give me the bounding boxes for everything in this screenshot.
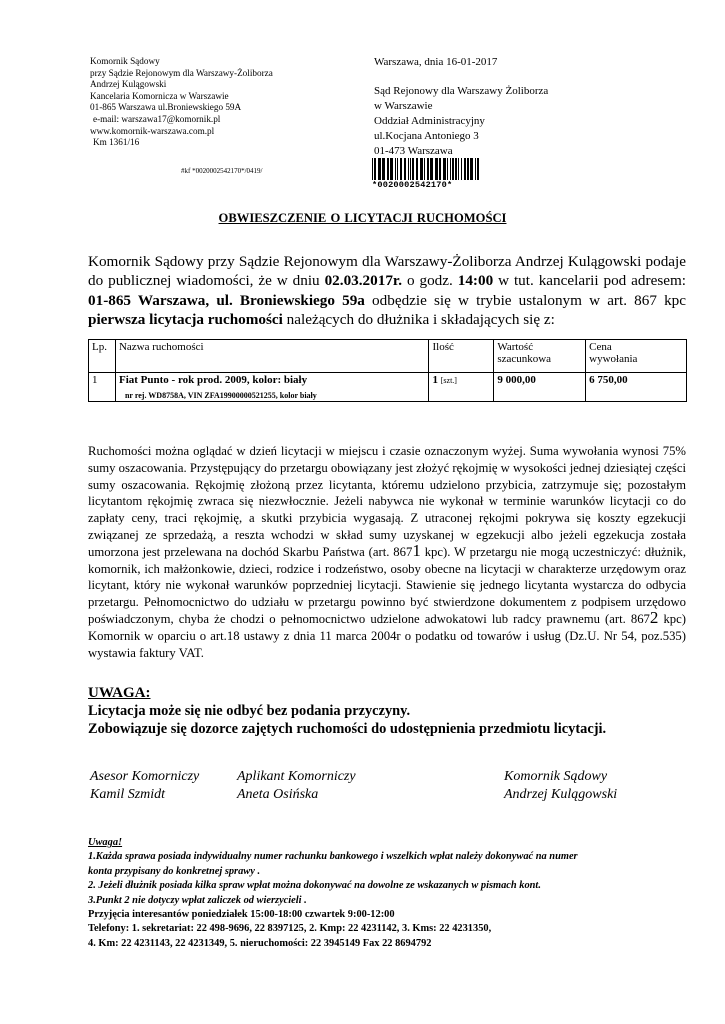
cell-name (115, 373, 429, 402)
sender-line: Andrzej Kulągowski (90, 79, 167, 90)
footer-note: 1.Każda sprawa posiada indywidualny numer rachunku bankowego i wszelkich wpłat należy dokonywać na numer (88, 851, 578, 863)
document-title: OBWIESZCZENIE O LICYTACJI RUCHOMOŚCI (218, 211, 507, 225)
barcode-bar (452, 158, 454, 180)
recipient-block (374, 84, 548, 159)
item-qty: 1 (432, 374, 438, 386)
barcode-bar (467, 158, 469, 180)
footer-note: konta przypisany do konkretnej sprawy . (88, 865, 261, 877)
header-lp: Lp. (89, 340, 116, 373)
barcode-bar (458, 158, 459, 180)
barcode-bar (387, 158, 389, 180)
signature-applicant (237, 768, 356, 803)
cell-qty (429, 373, 494, 402)
barcode-bar (416, 158, 418, 180)
barcode-bar (404, 158, 406, 180)
recipient-line: ul.Kocjana Antoniego 3 (374, 130, 479, 142)
sender-line: e-mail: warszawa17@komornik.pl (93, 113, 221, 124)
signature-name: Andrzej Kulągowski (504, 786, 618, 802)
footer-block (88, 836, 688, 951)
barcode-bar (439, 158, 441, 180)
signature-role: Komornik Sądowy (504, 769, 608, 784)
barcode-bar (430, 158, 433, 180)
phones-line: Telefony: 1. sekretariat: 22 498-9696, 22 8397125, 2. Kmp: 22 4231142, 3. Kms: 22 4231350, (88, 923, 492, 935)
barcode-bar (464, 158, 466, 180)
barcode-bar (420, 158, 423, 180)
header-name: Nazwa ruchomości (115, 340, 429, 373)
sender-line: przy Sądzie Rejonowym dla Warszawy-Żoliborza (90, 67, 273, 78)
header-qty: Ilość (429, 340, 494, 373)
auction-time: 14:00 (457, 272, 494, 290)
table-header-row (89, 340, 687, 373)
auction-date: 02.03.2017r. (324, 272, 403, 290)
recipient-line: 01-473 Warszawa (374, 145, 453, 157)
barcode-bar (461, 158, 462, 180)
date-line: Warszawa, dnia 16-01-2017 (374, 56, 498, 68)
header-value-line: szacunkowa (497, 353, 552, 365)
intro-text: o godz. (402, 272, 458, 290)
signature-name: Kamil Szmidt (90, 786, 166, 802)
barcode-bar (374, 158, 376, 180)
auction-address: 01-865 Warszawa, ul. Broniewskiego 59a (88, 291, 365, 309)
intro-text: odbędzie się w trybie ustalonym w art. 867 kpc (364, 291, 686, 309)
recipient-line: Oddział Administracyjny (374, 115, 485, 127)
office-hours: Przyjęcia interesantów poniedziałek 15:00-18:00 czwartek 9:00-12:00 (88, 909, 395, 921)
signature-role: Aplikant Komorniczy (237, 769, 356, 784)
intro-text: w tut. kancelarii pod adresem: (493, 272, 687, 290)
signature-bailiff (504, 768, 617, 803)
header-value-line: Wartość (497, 341, 534, 353)
barcode-bar (400, 158, 402, 180)
sender-line: www.komornik-warszawa.com.pl (90, 125, 215, 136)
terms-text: kpc). W przetargu nie mogą uczestniczyć: dłużnik, komornik, ich małżonkowie, dzieci, rodzice i rodzeństwo, osoby obecne na licytacji w charakterze urzędowym oraz licytant, który nie wykonał warunków poprzedniej licytacji. Stawienie się jednego licytanta wystarcza do odbycia przetargu. Pełnomocnictwo do udziału w przetargu powinno być stwierdzone dokumentem z podpisem urzędowo poświadczonym, chyba że chodzi o pełnomocnictwo udzielone adwokatowi lub radcy prawnemu (art. 867 (88, 544, 686, 626)
sender-line: Km 1361/16 (93, 137, 140, 148)
sender-block (90, 56, 273, 149)
item-unit: [szt.] (440, 376, 457, 385)
notice-line: Licytacja może się nie odbyć bez podania przyczyny. (88, 703, 411, 719)
footer-note: 3.Punkt 2 nie dotyczy wpłat zaliczek od wierzycieli . (88, 894, 307, 906)
barcode-bar (450, 158, 451, 180)
article-superscript: 1 (412, 540, 421, 560)
barcode-bar (410, 158, 411, 180)
header-price (586, 340, 687, 373)
terms-text: kpc) Komornik w oparciu o art.18 ustawy z dnia 11 marca 2004r o podatku od towarów i usług (Dz.U. Nr 54, poz.535) wystawia faktury VAT. (88, 611, 687, 660)
barcode-bars (372, 158, 480, 180)
barcode (372, 158, 484, 192)
sender-line: 01-865 Warszawa ul.Broniewskiego 59A (90, 102, 242, 113)
header-value (494, 340, 586, 373)
intro-text: należących do dłużnika i składających się z: (282, 311, 555, 329)
barcode-bar (397, 158, 398, 180)
recipient-line: Sąd Rejonowy dla Warszawy Żoliborza (374, 85, 549, 97)
sender-line: Komornik Sądowy (90, 56, 160, 66)
barcode-bar (435, 158, 438, 180)
barcode-bar (390, 158, 393, 180)
footer-note: 2. Jeżeli dłużnik posiada kilka spraw wpłat można dokonywać na dowolne ze wskazanych w pismach kont. (88, 880, 541, 892)
barcode-bar (424, 158, 425, 180)
signature-role: Asesor Komorniczy (90, 769, 200, 784)
table-row (89, 373, 687, 402)
barcode-bar (475, 158, 476, 180)
item-detail: nr rej. WD8758A, VIN ZFA19900000521255, kolor biały (124, 391, 317, 400)
recipient-line: w Warszawie (374, 100, 433, 112)
footer-title: Uwaga! (88, 837, 123, 848)
barcode-bar (447, 158, 448, 180)
notice-line: Zobowiązuje się dozorce zajętych ruchomości do udostępnienia przedmiotu licytacji. (88, 721, 607, 737)
signature-assessor (90, 768, 199, 803)
signature-name: Aneta Osińska (237, 786, 319, 802)
intro-paragraph (88, 252, 686, 330)
cell-value: 9 000,00 (494, 373, 586, 402)
barcode-bar (378, 158, 381, 180)
cell-price: 6 750,00 (586, 373, 687, 402)
notice-title: UWAGA: (88, 685, 151, 701)
barcode-text: *0020002542170* (372, 180, 453, 190)
items-table (88, 339, 687, 402)
barcode-bar (443, 158, 446, 180)
terms-paragraph (88, 443, 686, 661)
article-superscript: 2 (649, 607, 659, 627)
barcode-bar (372, 158, 373, 180)
reference-code: #kf *0020002542170*/0419/ (181, 167, 263, 175)
phones-line: 4. Km: 22 4231143, 22 4231349, 5. nieruchomości: 22 3945149 Fax 22 8694792 (88, 937, 432, 949)
barcode-bar (477, 158, 479, 180)
header-price-line: Cena (589, 341, 612, 353)
cell-lp: 1 (89, 373, 116, 402)
intro-text: Komornik Sądowy przy Sądzie Rejonowym dla Warszawy-Żoliborza Andrzej Kulągowski podaje do publicznej wiadomości, że w dniu (88, 253, 686, 290)
terms-text: Ruchomości można oglądać w dzień licytacji w miejscu i czasie oznaczonym wyżej. Suma wywołania wynosi 75% sumy oszacowania. Przystępujący do przetargu obowiązany jest złożyć rękojmię w wysokości jednej dziesiątej części sumy oszacowania. Rękojmię złożoną przez licytanta, któremu udzielono przybicia, zatrzymuje się; pozostałym licytantom rękojmię zwraca się niezwłocznie. Jeżeli nabywca nie wykonał w terminie warunków licytacji co do zapłaty ceny, traci rękojmię, a skutki przybicia wygasają. Z utraconej rękojmi pokrywa się koszty egzekucji związanej ze sprzedażą, a reszta wchodzi w skład sumy uzyskanej w egzekucji albo jeżeli egzekucja została umorzona jest przelewana na dochód Skarbu Państwa (art. 867 (88, 444, 686, 559)
barcode-bar (455, 158, 457, 180)
barcode-bar (412, 158, 414, 180)
barcode-bar (395, 158, 396, 180)
header-price-line: wywołania (589, 353, 638, 365)
sender-line: Kancelaria Komornicza w Warszawie (90, 90, 229, 101)
barcode-bar (427, 158, 429, 180)
notice-block (88, 684, 606, 738)
barcode-bar (382, 158, 385, 180)
barcode-bar (408, 158, 409, 180)
item-name: Fiat Punto - rok prod. 2009, kolor: biały (118, 374, 308, 386)
auction-type: pierwsza licytacja ruchomości (88, 311, 283, 329)
barcode-bar (470, 158, 473, 180)
